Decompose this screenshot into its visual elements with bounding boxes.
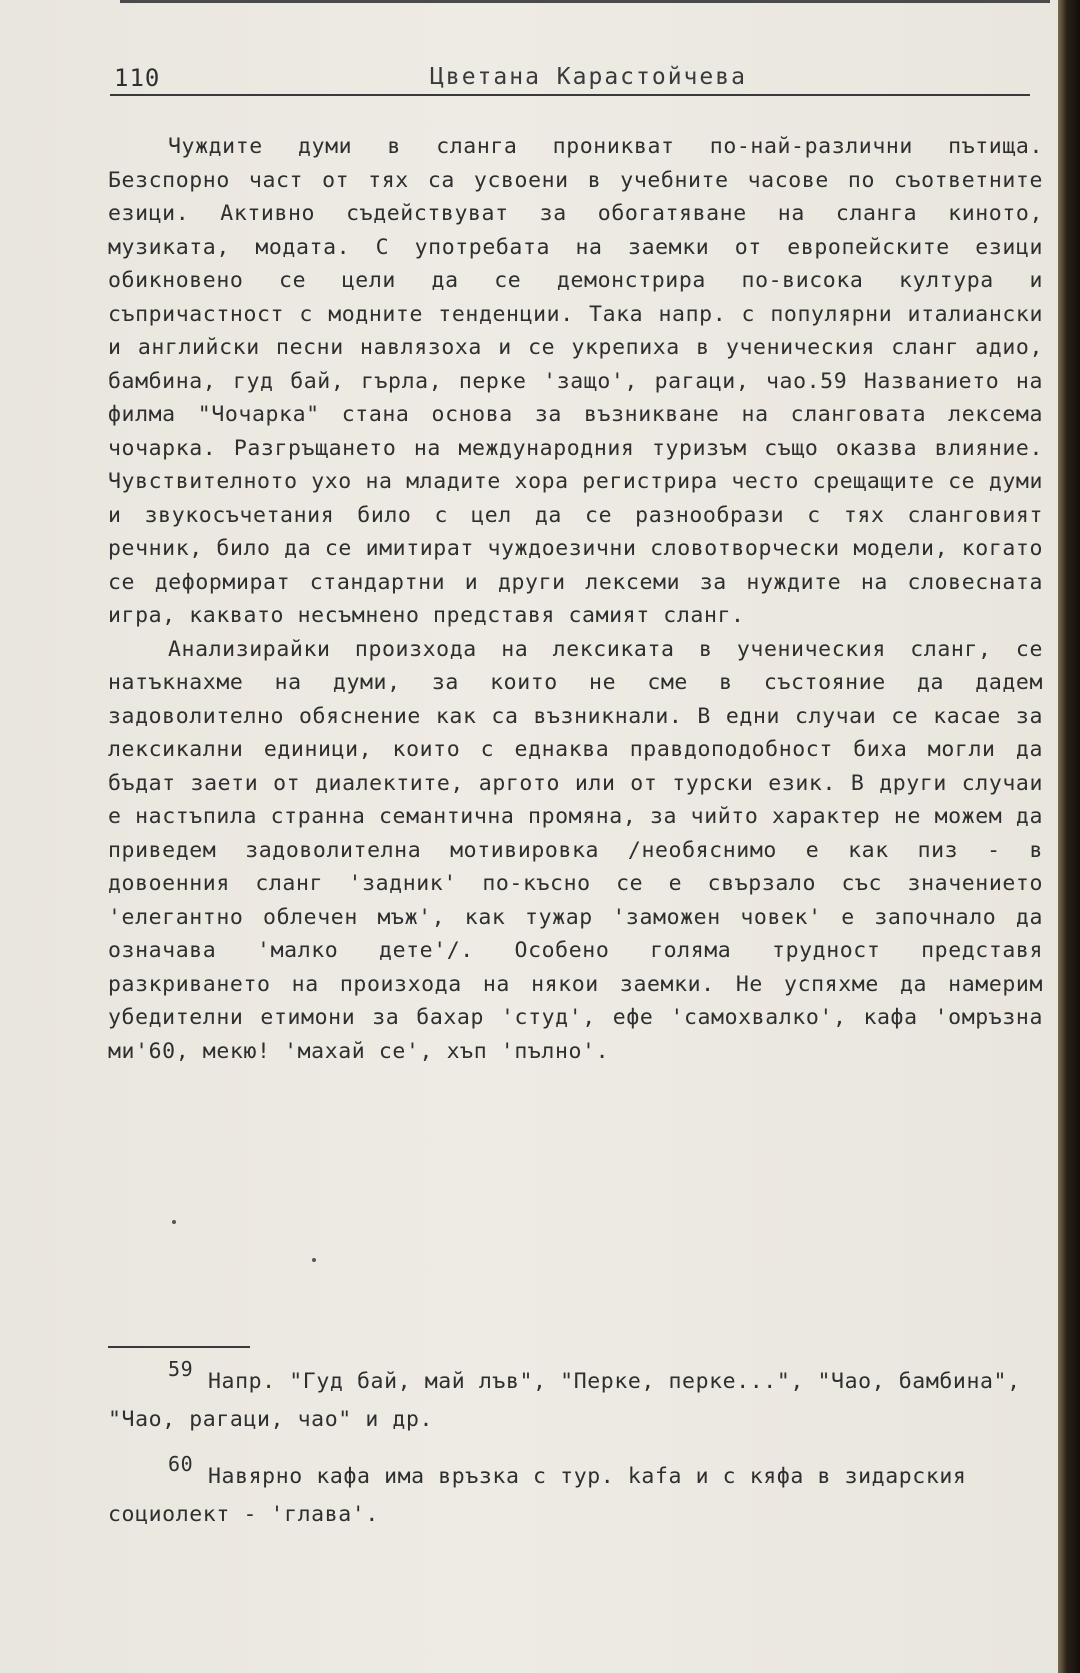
footnote-separator xyxy=(108,1346,250,1348)
page-number: 110 xyxy=(114,64,161,92)
running-header xyxy=(110,58,1030,96)
footnote-number: 59 xyxy=(168,1357,194,1381)
paragraph: Анализирайки произхода на лексиката в ученическия сланг, се натъкнахме на думи, за които не сме в състояние да дадем задоволително обяснение как са възникнали. В едни случаи се касае за лексикални единици, които с еднаква правдоподобност биха могли да бъдат заети от диалектите, аргото или от турски език. В други случаи е настъпила странна семантична промяна, за чийто характер не можем да приведем задоволителна мотивировка /необяснимо е как пиз - в довоенния сланг 'задник' по-късно се е свързало със значението 'елегантно облечен мъж', как тужар 'заможен човек' е започнало да означава 'малко дете'/. Особено голяма трудност представя разкриването на произхода на някои заемки. Не успяхме да намерим убедителни етимони за бахар 'студ', ефе 'самохвалко', кафа 'омръзна ми'60, мекю! 'махай се', хъп 'пълно'. xyxy=(108,636,1043,1064)
book-binding-shadow xyxy=(1058,0,1080,1673)
print-speck xyxy=(312,1258,316,1262)
footnote-59 xyxy=(108,1350,1043,1439)
footnote-number: 60 xyxy=(168,1452,194,1476)
footnote-60 xyxy=(108,1445,1043,1534)
print-speck xyxy=(172,1220,176,1224)
footnotes xyxy=(108,1350,1043,1540)
footnote-text: Напр. "Гуд бай, май лъв", "Перке, перке...", "Чао, бамбина", "Чао, рагаци, чао" и др. xyxy=(108,1369,1021,1432)
header-author: Цветана Карастойчева xyxy=(430,64,747,90)
footnote-text: Навярно кафа има връзка с тур. kafa и с кяфа в зидарския социолект - 'глава'. xyxy=(108,1464,967,1527)
main-text xyxy=(108,130,1043,1068)
page-top-edge xyxy=(120,0,1050,3)
paragraph: Чуждите думи в сланга проникват по-най-различни пътища. Безспорно част от тях са усвоени в учебните часове по съответните езици. Активно съдействуват за обогатяване на сланга киното, музиката, модата. С употребата на заемки от европейските езици обикновено се цели да се демонстрира по-висока култура и съпричастност с модните тенденции. Така напр. с популярни италиански и английски песни навлязоха и се укрепиха в ученическия сланг адио, бамбина, гуд бай, гърла, перке 'защо', рагаци, чао.59 Названието на филма "Чочарка" стана основа за възникване на сланговата лексема чочарка. Разгръщането на международния туризъм също оказва влияние. Чувствителното ухо на младите хора регистрира често срещащите се думи и звукосъчетания било с цел да се разнообрази с тях сланговият речник, било да се имитират чуждоезични словотворчески модели, когато се деформират стандартни и други лексеми за нуждите на словесната игра, каквато несъмнено представя самият сланг. xyxy=(108,134,1043,628)
